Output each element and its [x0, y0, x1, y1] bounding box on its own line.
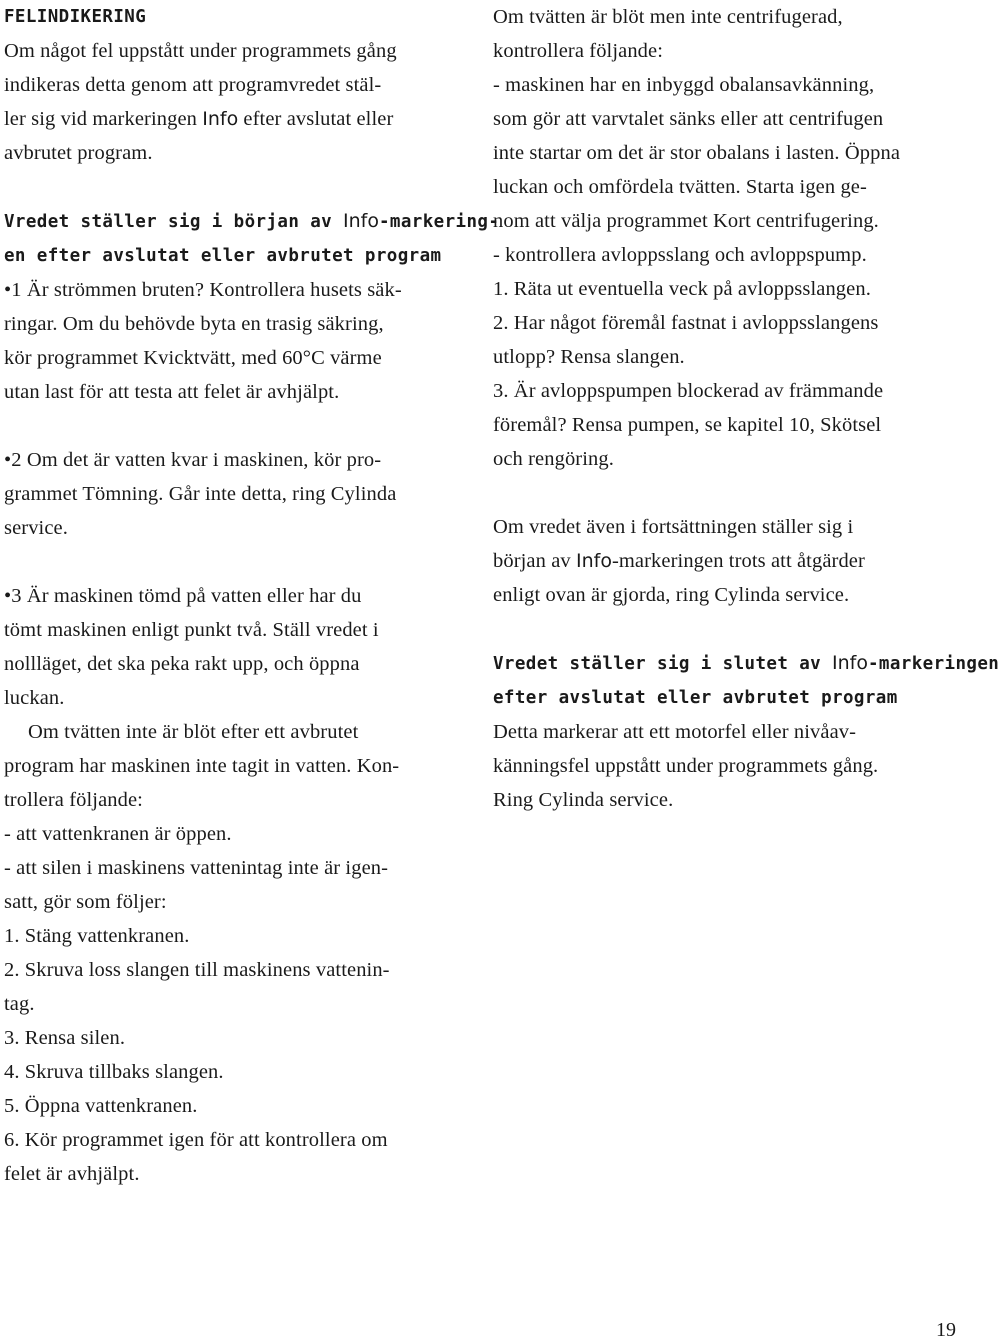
- step-line: felet är avhjälpt.: [4, 1163, 140, 1185]
- right-para-line: och rengöring.: [493, 448, 614, 470]
- page-number: 19: [936, 1319, 956, 1341]
- bullet-3-line: tömt maskinen enligt punkt två. Ställ vredet i: [4, 619, 379, 641]
- bullet-3-line: - att silen i maskinens vattenintag inte är igen-: [4, 857, 389, 879]
- step-line: 3. Rensa silen.: [4, 1027, 126, 1049]
- right-para3-line: Ring Cylinda service.: [493, 789, 674, 811]
- intro-line: indikeras detta genom att programvredet stäl-: [4, 74, 382, 96]
- step-line: tag.: [4, 993, 35, 1015]
- step-line: 1. Stäng vattenkranen.: [4, 925, 190, 947]
- info-marker: Info: [202, 108, 239, 130]
- section-heading-felindikering: FELINDIKERING: [4, 7, 147, 27]
- bullet-2-line: service.: [4, 517, 68, 539]
- intro-line: ler sig vid markeringen Info efter avslutat eller: [4, 108, 394, 130]
- bullet-1-line: kör programmet Kvicktvätt, med 60°C värme: [4, 347, 382, 369]
- subheading-start-info: en efter avslutat eller avbrutet program: [4, 246, 442, 266]
- right-para2-line: Om vredet även i fortsättningen ställer sig i: [493, 516, 854, 538]
- bullet-3-line: program har maskinen inte tagit in vatten. Kon-: [4, 755, 400, 777]
- right-para-line: föremål? Rensa pumpen, se kapitel 10, Skötsel: [493, 414, 882, 436]
- right-para-line: kontrollera följande:: [493, 40, 664, 62]
- right-para2-line: enligt ovan är gjorda, ring Cylinda service.: [493, 584, 850, 606]
- right-para3-line: känningsfel uppstått under programmets gång.: [493, 755, 879, 777]
- bullet-1-line: utan last för att testa att felet är avhjälpt.: [4, 381, 340, 403]
- right-para-line: 3. Är avloppspumpen blockerad av främmande: [493, 380, 884, 402]
- right-para-line: nom att välja programmet Kort centrifugering.: [493, 210, 879, 232]
- right-para-line: 2. Har något föremål fastnat i avloppsslangens: [493, 312, 879, 334]
- right-para-line: 1. Räta ut eventuella veck på avloppsslangen.: [493, 278, 871, 300]
- bullet-1-line: •1 Är strömmen bruten? Kontrollera husets säk-: [4, 279, 402, 301]
- bullet-3-line: luckan.: [4, 687, 65, 709]
- bullet-3-line: - att vattenkranen är öppen.: [4, 823, 232, 845]
- step-line: 6. Kör programmet igen för att kontrollera om: [4, 1129, 388, 1151]
- right-para2-line: början av Info-markeringen trots att åtgärder: [493, 550, 865, 572]
- info-marker: Info: [343, 210, 379, 232]
- bullet-3-line: trollera följande:: [4, 789, 143, 811]
- bullet-1-line: ringar. Om du behövde byta en trasig säkring,: [4, 313, 384, 335]
- step-line: 4. Skruva tillbaks slangen.: [4, 1061, 224, 1083]
- intro-line: avbrutet program.: [4, 142, 153, 164]
- subheading-start-info: Vredet ställer sig i början av Info-markering-: [4, 210, 500, 232]
- subheading-end-info: efter avslutat eller avbrutet program: [493, 688, 898, 708]
- right-para-line: - kontrollera avloppsslang och avloppspump.: [493, 244, 867, 266]
- right-para-line: som gör att varvtalet sänks eller att centrifugen: [493, 108, 884, 130]
- intro-line: Om något fel uppstått under programmets gång: [4, 40, 397, 62]
- info-marker: Info: [575, 550, 612, 572]
- subheading-end-info: Vredet ställer sig i slutet av Info-markeringen: [493, 652, 999, 674]
- right-para-line: Om tvätten är blöt men inte centrifugerad,: [493, 6, 843, 28]
- right-column: [493, 0, 999, 817]
- step-line: 5. Öppna vattenkranen.: [4, 1095, 198, 1117]
- bullet-3-line: satt, gör som följer:: [4, 891, 167, 913]
- bullet-3-line: Om tvätten inte är blöt efter ett avbrutet: [28, 721, 359, 743]
- right-para-line: luckan och omfördela tvätten. Starta igen ge-: [493, 176, 867, 198]
- right-para-line: - maskinen har en inbyggd obalansavkänning,: [493, 74, 875, 96]
- right-para-line: utlopp? Rensa slangen.: [493, 346, 685, 368]
- bullet-3-line: nollläget, det ska peka rakt upp, och öppna: [4, 653, 360, 675]
- bullet-2-line: grammet Tömning. Går inte detta, ring Cylinda: [4, 483, 397, 505]
- info-marker: Info: [832, 652, 868, 674]
- left-column: [4, 0, 500, 1191]
- bullet-3-line: •3 Är maskinen tömd på vatten eller har du: [4, 585, 362, 607]
- step-line: 2. Skruva loss slangen till maskinens vattenin-: [4, 959, 390, 981]
- right-para3-line: Detta markerar att ett motorfel eller nivåav-: [493, 721, 857, 743]
- right-para-line: inte startar om det är stor obalans i lasten. Öppna: [493, 142, 901, 164]
- bullet-2-line: •2 Om det är vatten kvar i maskinen, kör pro-: [4, 449, 382, 471]
